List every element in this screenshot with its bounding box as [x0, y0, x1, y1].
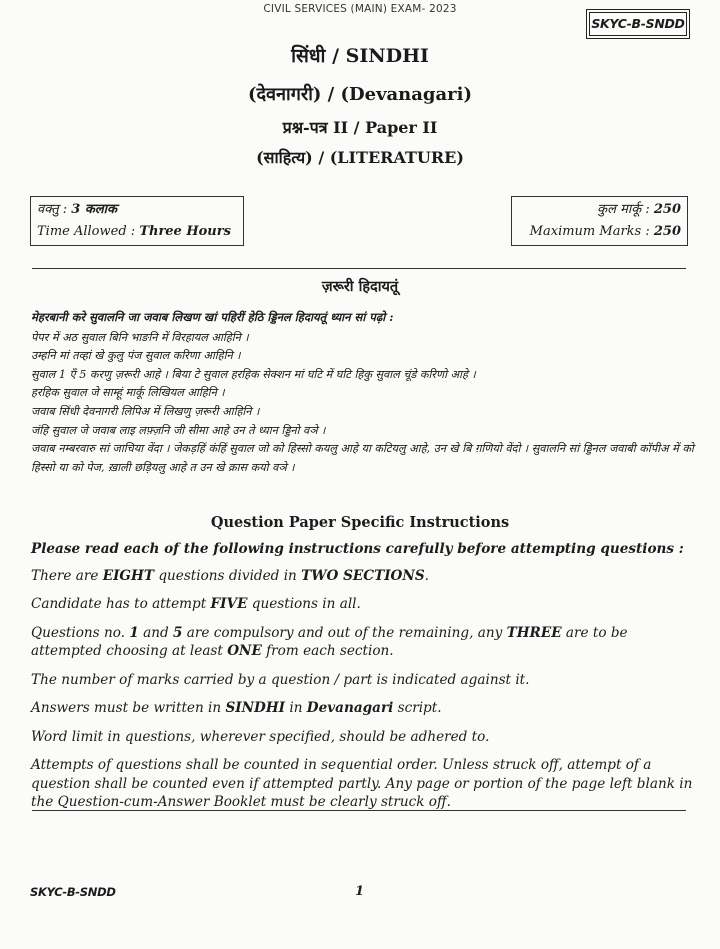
- time-allowed-box: [30, 196, 244, 246]
- instruction-language: Answers must be written in SINDHI in Devanagari script.: [31, 700, 442, 716]
- instruction-attempt-count: Candidate has to attempt FIVE questions in all.: [31, 596, 361, 612]
- divider-bottom: [32, 810, 686, 811]
- instruction-marks: The number of marks carried by a question / part is indicated against it.: [31, 671, 530, 688]
- exam-header: CIVIL SERVICES (MAIN) EXAM- 2023: [263, 3, 457, 15]
- page-number: 1: [355, 884, 365, 899]
- english-instructions-lead: Please read each of the following instructions carefully before attempting questions :: [31, 541, 684, 557]
- marks-hindi-value: 250: [653, 202, 681, 217]
- time-label: Time Allowed :: [37, 224, 136, 239]
- instruction-word-limit: Word limit in questions, wherever specified, should be adhered to.: [31, 728, 490, 745]
- instruction-sections: There are EIGHT questions divided in TWO SECTIONS.: [31, 567, 429, 584]
- maximum-marks-box: [511, 196, 688, 246]
- instruction-compulsory: Questions no. 1 and 5 are compulsory and out of the remaining, any THREE are to be attempted choosing at least ONE from each section.: [31, 624, 628, 659]
- marks-english: [518, 221, 681, 243]
- sindhi-instruction-line: हरहिक सुवाल जे साम्हूं मार्कू लिखियल आहिनि ।: [31, 386, 225, 400]
- sindhi-instruction-line: जवाब सिंधी देवनागरी लिपिअ में लिखणु ज़रूरी आहिनि ।: [31, 404, 260, 418]
- sindhi-instruction-line: पेपर में अठ सुवाल बिनि भाङनि में विरहायल आहिनि ।: [31, 330, 249, 344]
- sindhi-instructions: [31, 308, 695, 477]
- paper-code-box: SKYC-B-SNDD: [589, 12, 687, 36]
- sindhi-instruction-line: जवाब नम्बरवारु सां जाचिया वेंदा । जेकड़हिं कंहिं सुवाल जो को हिस्सो कयलु आहे या कटियलु आहे, उन खे बि ग़णियो वेंदो । सुवालनि सां ड्डिनल जवाबी कॉपीअ में को हिस्सो या को पेज, ख़ाली छड़ियलु आहे त उन खे क्रास कयो वञे ।: [31, 442, 694, 474]
- title-script: (देवनागरी) / (Devanagari): [247, 84, 473, 105]
- sindhi-instruction-line: सुवाल 1 एँ 5 करणु ज़रूरी आहे । बिया टे सुवाल हरहिक सेक्शन मां घटि में घटि हिकु सुवाल चूंडे करिणो आहे ।: [31, 367, 476, 381]
- sindhi-instruction-line: जंहि सुवाल जे जवाब लाइ लफ़्ज़नि जी सीमा आहे उन ते ध्यान ड्डिनो वञे ।: [31, 423, 326, 437]
- time-hindi: [37, 199, 237, 221]
- title-language: सिंधी / SINDHI: [291, 45, 429, 67]
- sindhi-instructions-heading: ज़रूरी हिदायतूं: [321, 278, 399, 295]
- sindhi-instructions-lead: मेहरबानी करे सुवालनि जा जवाब लिखण खां पहिरीं हेठि ड्डिनल हिदायतूं ध्यान सां पढ़ो :: [31, 310, 394, 324]
- time-hindi-value: 3 कलाक: [71, 202, 117, 217]
- marks-label: Maximum Marks :: [529, 224, 650, 239]
- marks-hindi: [518, 199, 681, 221]
- marks-hindi-label: कुल मार्कू :: [597, 202, 650, 217]
- instruction-sequential-order: Attempts of questions shall be counted in sequential order. Unless struck off, attempt of a question shall be counted even if attempted partly. Any page or portion of the page left blank in the Question-cum-Answer Booklet must be clearly struck off.: [31, 757, 693, 810]
- footer-paper-code: SKYC-B-SNDD: [30, 885, 116, 899]
- time-value: Three Hours: [139, 224, 231, 239]
- title-subject: (साहित्य) / (LITERATURE): [256, 148, 464, 167]
- sindhi-instruction-line: उम्हनि मां तव्हां खे कुलु पंज सुवाल करिणा आहिनि ।: [31, 349, 241, 363]
- divider-top: [32, 268, 686, 269]
- marks-value: 250: [653, 224, 681, 239]
- time-hindi-label: वक्तु :: [37, 202, 68, 217]
- question-paper-instructions-heading: Question Paper Specific Instructions: [210, 514, 510, 531]
- time-english: [37, 221, 237, 243]
- english-instructions: [31, 540, 695, 822]
- title-paper: प्रश्न-पत्र II / Paper II: [282, 118, 438, 137]
